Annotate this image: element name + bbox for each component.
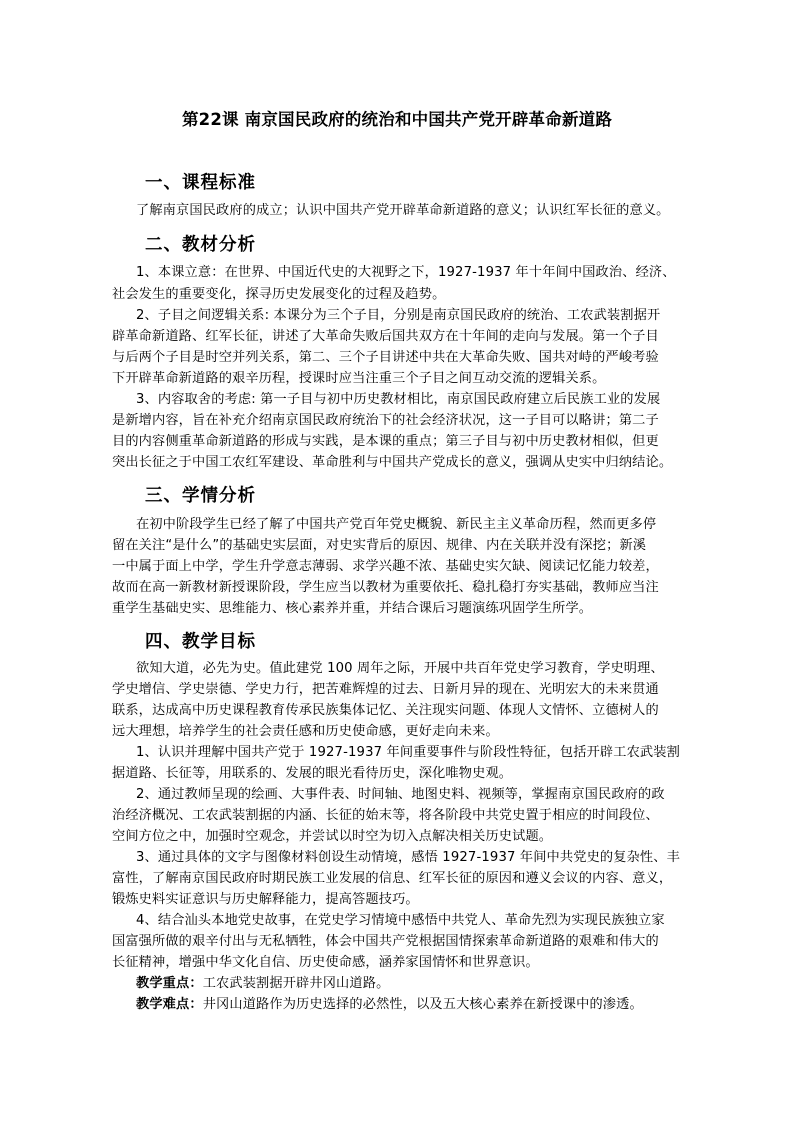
paragraph-line: 社会发生的重要变化，探寻历史发展变化的过程及趋势。 [112, 287, 446, 302]
paragraph-line: 1、认识并理解中国共产党于 1927-1937 年间重要事件与阶段性特征，包括开辟工农武装割 [136, 745, 680, 760]
key-point-line [136, 973, 697, 995]
paragraph-line: 学史增信、学史崇德、学史力行，把苦难辉煌的过去、日新月异的现在、光明宏大的未来贯通 [112, 682, 659, 697]
paragraph-line: 了解南京国民政府的成立；认识中国共产党开辟革命新道路的意义；认识红军长征的意义。 [136, 203, 670, 218]
section-heading-textbook-analysis: 二、教材分析 [145, 235, 256, 255]
key-point-label: 教学重点： [136, 976, 203, 991]
section-heading-curriculum-standard: 一、课程标准 [145, 173, 256, 193]
paragraph-line: 据道路、长征等，用联系的、发展的眼光看待历史，深化唯物史观。 [112, 766, 513, 781]
paragraph-line: 与后两个子目是时空并列关系，第二、三个子目讲述中共在大革命失败、国共对峙的严峻考验 [112, 350, 659, 365]
paragraph-line: 4、结合汕头本地党史故事，在党史学习情境中感悟中共党人、革命先烈为实现民族独立家 [136, 913, 665, 928]
paragraph-line: 欲知大道，必先为史。值此建党 100 周年之际，开展中共百年党史学习教育，学史明理、 [136, 661, 664, 676]
section-heading-student-analysis: 三、学情分析 [145, 486, 256, 506]
paragraph-line: 下开辟革命新道路的艰辛历程，授课时应当注重三个子目之间互动交流的逻辑关系。 [112, 371, 606, 386]
paragraph-line: 长征精神，增强中华文化自信、历史使命感，涵养家国情怀和世界意识。 [112, 955, 539, 970]
paragraph-line: 突出长征之于中国工农红军建设、革命胜利与中国共产党成长的意义，强调从史实中归纳结论。 [112, 455, 673, 470]
paragraph-line: 重学生基础史实、思维能力、核心素养并重，并结合课后习题演练巩固学生所学。 [112, 601, 593, 616]
difficult-point-label: 教学难点： [136, 997, 203, 1012]
paragraph-line: 3、内容取舍的考虑: 第一子目与初中历史教材相比，南京国民政府建立后民族工业的发展 [136, 392, 661, 407]
paragraph-line: 故而在高一新教材新授课阶段，学生应当以教材为重要依托、稳扎稳打夯实基础，教师应当注 [112, 580, 659, 595]
paragraph-line: 目的内容侧重革命新道路的形成与实践，是本课的重点；第三子目与初中历史教材相似，但更 [112, 434, 659, 449]
key-point-text: 工农武装割据开辟井冈山道路。 [202, 976, 390, 991]
difficult-point-line [136, 994, 697, 1016]
paragraph-line: 是新增内容，旨在补充介绍南京国民政府统治下的社会经济状况，这一子目可以略讲；第二子 [112, 413, 659, 428]
paragraph-line: 富性，了解南京国民政府时期民族工业发展的信息、红军长征的原因和遵义会议的内容、意义， [112, 871, 673, 886]
paragraph-line: 空间方位之中，加强时空观念，并尝试以时空为切入点解决相关历史试题。 [112, 829, 553, 844]
paragraph-line: 治经济概况、工农武装割据的内涵、长征的始末等，将各阶段中共党史置于相应的时间段位、 [112, 808, 659, 823]
difficult-point-text: 井冈山道路作为历史选择的必然性，以及五大核心素养在新授课中的渗透。 [202, 997, 643, 1012]
paragraph-line: 1、本课立意：在世界、中国近代史的大视野之下，1927-1937 年十年间中国政治、经济、 [136, 265, 676, 280]
paragraph-line: 一中属于面上中学，学生升学意志薄弱、求学兴趣不浓、基础史实欠缺、阅读记忆能力较差， [112, 559, 659, 574]
paragraph-line: 3、通过具体的文字与图像材料创设生动情境，感悟 1927-1937 年间中共党史的复杂性、丰 [136, 850, 680, 865]
paragraph-line: 远大理想，培养学生的社会责任感和历史使命感，更好走向未来。 [112, 724, 499, 739]
page-title: 第22课 南京国民政府的统治和中国共产党开辟革命新道路 [181, 110, 613, 129]
paragraph-line: 国富强所做的艰辛付出与无私牺牲，体会中国共产党根据国情探索革命新道路的艰难和伟大的 [112, 934, 659, 949]
paragraph-line: 在初中阶段学生已经了解了中国共产党百年党史概貌、新民主主义革命历程，然而更多停 [136, 517, 657, 532]
paragraph-line: 辟革命新道路、红军长征，讲述了大革命失败后国共双方在十年间的走向与发展。第一个子目 [112, 329, 659, 344]
paragraph-line: 2、通过教师呈现的绘画、大事件表、时间轴、地图史料、视频等，掌握南京国民政府的政 [136, 787, 665, 802]
section-heading-teaching-objectives: 四、教学目标 [145, 632, 256, 652]
paragraph-line: 留在关注“是什么”的基础史实层面，对史实背后的原因、规律、内在关联并没有深挖；新溪 [112, 538, 647, 553]
paragraph-line: 联系，达成高中历史课程教育传承民族集体记忆、关注现实问题、体现人文情怀、立德树人的 [112, 703, 659, 718]
paragraph-line: 锻炼史料实证意识与历史解释能力，提高答题技巧。 [112, 892, 419, 907]
paragraph-line: 2、子目之间逻辑关系: 本课分为三个子目，分别是南京国民政府的统治、工农武装割据开 [136, 308, 661, 323]
